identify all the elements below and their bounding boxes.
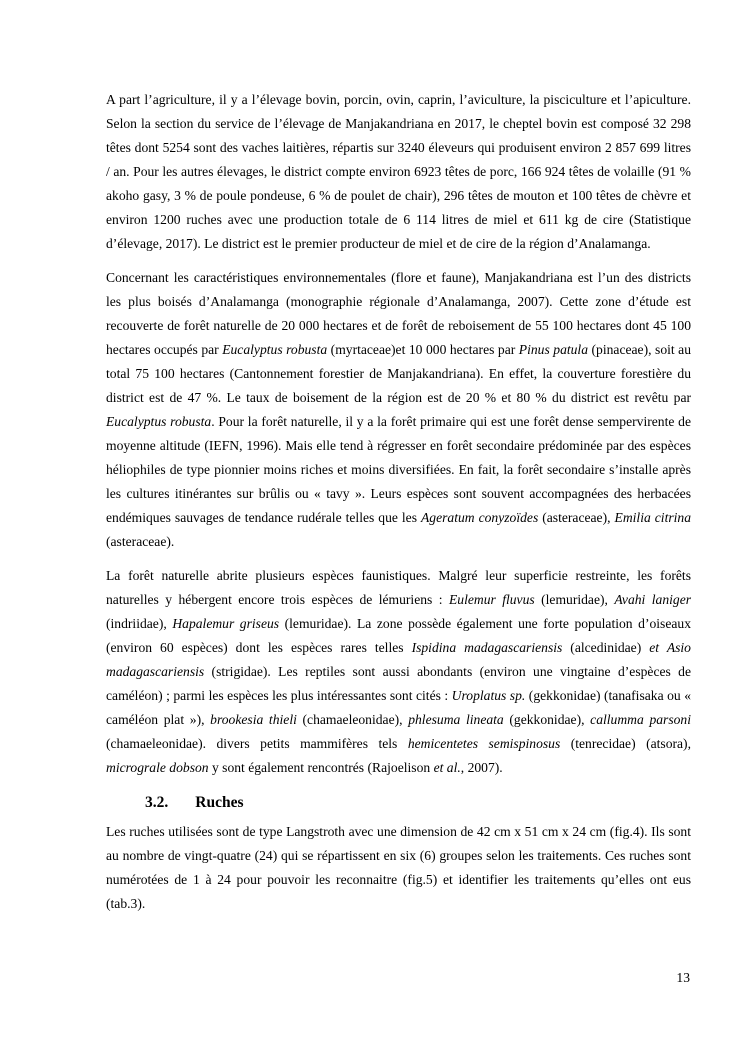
text-run: (pinaceae), soit au total 75 100 hectares (Cantonnement forestier de Manjakandriana). En effet, la couverture forestière du district est de 47 %. Le taux de boisement de la région est de 20 % et 80 % du district est revêtu par bbox=[106, 342, 692, 405]
text-run-italic: Hapalemur griseus bbox=[172, 616, 280, 631]
text-run-italic: callumma parsoni bbox=[590, 712, 691, 727]
text-run-italic: Ageratum conyzoïdes bbox=[421, 510, 539, 525]
text-run-italic: phlesuma lineata bbox=[408, 712, 504, 727]
text-run: (chamaeleonidae), bbox=[296, 712, 409, 727]
text-run: (asteraceae). bbox=[106, 534, 175, 549]
text-run: La forêt naturelle abrite plusieurs espèces faunistiques. Malgré leur superficie restreinte, les forêts naturelles y hébergent encore trois espèces de lémuriens : bbox=[106, 568, 691, 607]
text-run-italic: Ispidina madagascariensis bbox=[411, 640, 563, 655]
document-body bbox=[106, 88, 691, 926]
text-run: (indriidae), bbox=[106, 616, 173, 631]
text-run-italic: brookesia thieli bbox=[210, 712, 297, 727]
text-run-italic: Pinus patula bbox=[518, 342, 589, 357]
text-run: . Pour la forêt naturelle, il y a la forêt primaire qui est une forêt dense sempervirente de moyenne altitude (IEFN, 1996). Mais elle tend à régresser en forêt secondaire prédominée par des espèces héliophiles de type pionnier moins riches et moins diversifiées. En fait, la forêt secondaire s’installe après les cultures itinérantes sur brûlis ou « tavy ». Leurs espèces sont souvent accompagnées des herbacées endémiques sauvages de tendance rudérale telles que les bbox=[106, 414, 691, 525]
text-run-italic: Eucalyptus robusta bbox=[222, 342, 328, 357]
text-run: (lemuridae), bbox=[534, 592, 615, 607]
text-run: , 2007). bbox=[460, 760, 503, 775]
section-heading bbox=[145, 790, 691, 816]
text-run-italic: hemicentetes semispinosus bbox=[407, 736, 561, 751]
text-run: (strigidae). Les reptiles sont aussi abondants (environ une vingtaine d’espèces de caméléon) ; parmi les espèces les plus intéressantes sont cités : bbox=[106, 664, 691, 703]
text-run-italic: Eucalyptus robusta bbox=[106, 414, 212, 429]
text-run: (asteraceae), bbox=[538, 510, 615, 525]
text-run: (chamaeleonidae). divers petits mammifères tels bbox=[106, 736, 408, 751]
text-run-italic: Emilia citrina bbox=[614, 510, 692, 525]
text-run: A part l’agriculture, il y a l’élevage bovin, porcin, ovin, caprin, l’aviculture, la pisciculture et l’apiculture. Selon la section du service de l’élevage de Manjakandriana en 2017, le cheptel bovin est composé 32 298 têtes dont 5254 sont des vaches laitières, répartis sur 3240 éleveurs qui produisent environ 2 857 699 litres / an. Pour les autres élevages, le district compte environ 6923 têtes de porc, 166 924 têtes de volaille (91 % akoho gasy, 3 % de poule pondeuse, 6 % de poulet de chair), 296 têtes de mouton et 100 têtes de chèvre et environ 1200 ruches avec une production totale de 6 114 litres de miel et 611 kg de cire (Statistique d’élevage, 2017). Le district est le premier producteur de miel et de cire de la région d’Analamanga. bbox=[106, 92, 691, 251]
text-run: y sont également rencontrés (Rajoelison bbox=[208, 760, 434, 775]
text-run-italic: et al. bbox=[433, 760, 461, 775]
section-title: Ruches bbox=[195, 794, 244, 811]
paragraph bbox=[106, 266, 691, 554]
text-run-italic: Uroplatus sp. bbox=[451, 688, 526, 703]
text-run: (alcedinidae) bbox=[562, 640, 650, 655]
text-run: Les ruches utilisées sont de type Langstroth avec une dimension de 42 cm x 51 cm x 24 cm (fig.4). Ils sont au nombre de vingt-quatre (24) qui se répartissent en six (6) groupes selon les traitements. Ces ruches sont numérotées de 1 à 24 pour pouvoir les reconnaitre (fig.5) et identifier les traitements qu’elles ont eus (tab.3). bbox=[106, 824, 691, 911]
text-run: (tenrecidae) (atsora), bbox=[560, 736, 691, 751]
page-number: 13 bbox=[676, 970, 690, 985]
paragraph bbox=[106, 820, 691, 916]
text-run-italic: micrograle dobson bbox=[106, 760, 209, 775]
text-run: (lemuridae). La zone possède également une forte population d’oiseaux (environ 60 espèces) dont les espèces rares telles bbox=[106, 616, 691, 655]
text-run: (gekkonidae) (tanafisaka ou « caméléon plat »), bbox=[106, 688, 691, 727]
paragraph bbox=[106, 88, 691, 256]
text-run-italic: et Asio madagascariensis bbox=[106, 640, 691, 679]
text-run: (gekkonidae), bbox=[503, 712, 591, 727]
section-number: 3.2. bbox=[145, 794, 169, 811]
text-run: Concernant les caractéristiques environnementales (flore et faune), Manjakandriana est l’un des districts les plus boisés d’Analamanga (monographie régionale d’Analamanga, 2007). Cette zone d’étude est recouverte de forêt naturelle de 20 000 hectares et de forêt de reboisement de 55 100 hectares dont 45 100 hectares occupés par bbox=[106, 270, 691, 357]
text-run-italic: Eulemur fluvus bbox=[448, 592, 535, 607]
text-run: (myrtaceae)et 10 000 hectares par bbox=[327, 342, 519, 357]
text-run-italic: Avahi laniger bbox=[614, 592, 692, 607]
paragraph bbox=[106, 564, 691, 780]
